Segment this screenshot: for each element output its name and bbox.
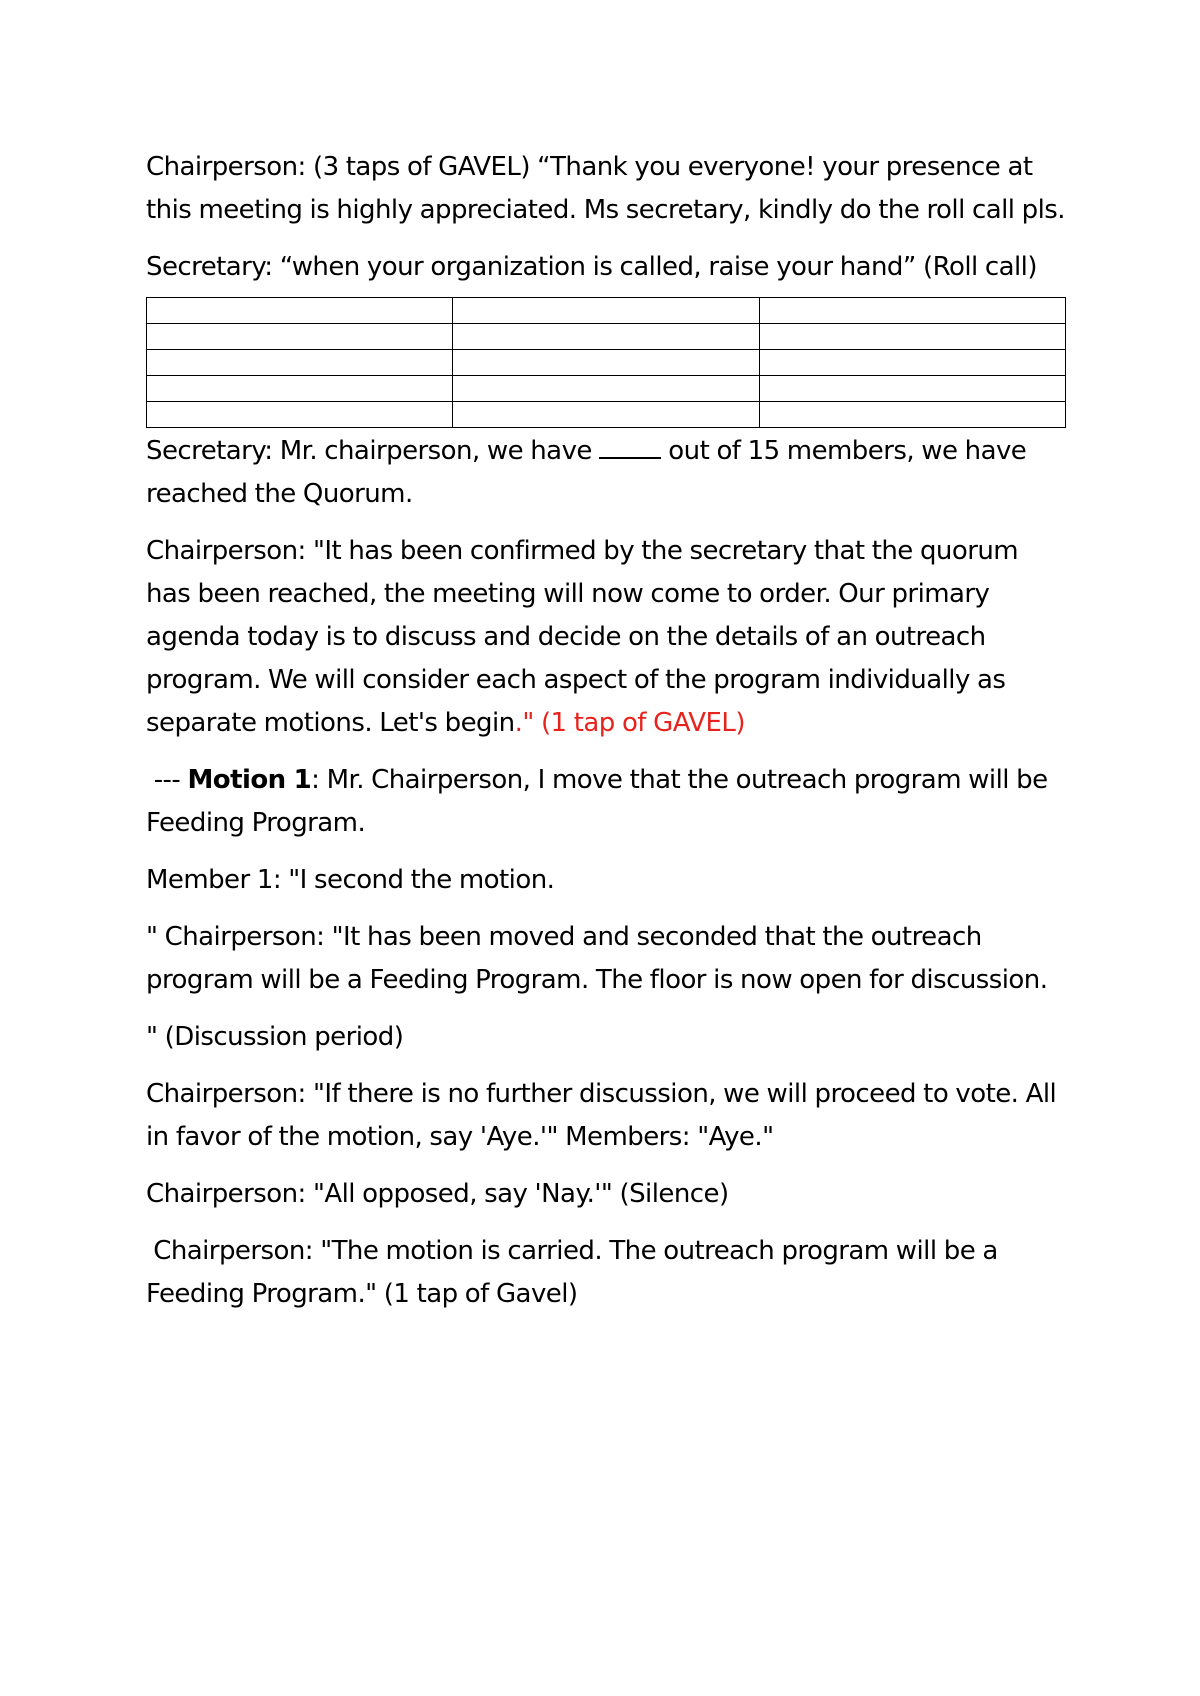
paragraph-secretary-roll-call: Secretary: “when your organization is called, raise your hand” (Roll call) [146,252,1037,282]
roll-table-cell [759,402,1065,428]
motion-label: Motion 1 [187,765,312,795]
roll-table-cell [453,376,759,402]
roll-table-cell [759,324,1065,350]
roll-table-cell [147,376,453,402]
roll-table-row [147,376,1066,402]
paragraph-discussion-period: " (Discussion period) [146,1022,404,1052]
paragraph-chairperson-opposed: Chairperson: "All opposed, say 'Nay.'" (Silence) [146,1179,729,1209]
paragraph-chairperson-discussion: " Chairperson: "It has been moved and seconded that the outreach program will be a Feeding Program. The floor is now open for discussion. [146,922,1048,995]
gavel-tap-note: ." (1 tap of GAVEL) [514,708,745,738]
paragraph-chairperson-order [146,530,1066,745]
quorum-text-before: Secretary: Mr. chairperson, we have [146,436,600,466]
member-count-blank [599,437,661,459]
roll-table-row [147,298,1066,324]
paragraph-member-second: Member 1: "I second the motion. [146,865,555,895]
roll-table-cell [453,298,759,324]
roll-table-cell [453,350,759,376]
quorum-text-after: out of 15 members, we have reached the Quorum. [146,436,1027,509]
paragraph-secretary-quorum [146,430,1066,516]
roll-table-row [147,402,1066,428]
paragraph-motion-1 [146,759,1066,845]
roll-table-row [147,324,1066,350]
roll-table-cell [453,324,759,350]
motion-text: : Mr. Chairperson, I move that the outreach program will be Feeding Program. [146,765,1048,838]
paragraph-chairperson-carried: Chairperson: "The motion is carried. The outreach program will be a Feeding Program." (1 tap of Gavel) [146,1236,1005,1309]
roll-table-cell [147,350,453,376]
paragraph-chairperson-vote: Chairperson: "If there is no further discussion, we will proceed to vote. All in favor of the motion, say 'Aye.'" Members: "Aye." [146,1079,1057,1152]
roll-table-cell [147,324,453,350]
order-text: Chairperson: "It has been confirmed by the secretary that the quorum has been reached, the meeting will now come to order. Our primary agenda today is to discuss and decide on the details of an outreach program. We will consider each aspect of the program individually as separate motions. Let's begin [146,536,1019,738]
roll-table-row [147,350,1066,376]
roll-table-cell [453,402,759,428]
motion-prefix: --- [146,765,188,795]
roll-table-cell [147,402,453,428]
roll-table-cell [759,350,1065,376]
roll-table-cell [759,376,1065,402]
roll-table-cell [147,298,453,324]
roll-table-cell [759,298,1065,324]
roll-call-table [146,297,1066,428]
paragraph-chairperson-opening: Chairperson: (3 taps of GAVEL) “Thank you everyone! your presence at this meeting is highly appreciated. Ms secretary, kindly do the roll call pls. [146,152,1066,225]
document-page [146,146,1066,1330]
